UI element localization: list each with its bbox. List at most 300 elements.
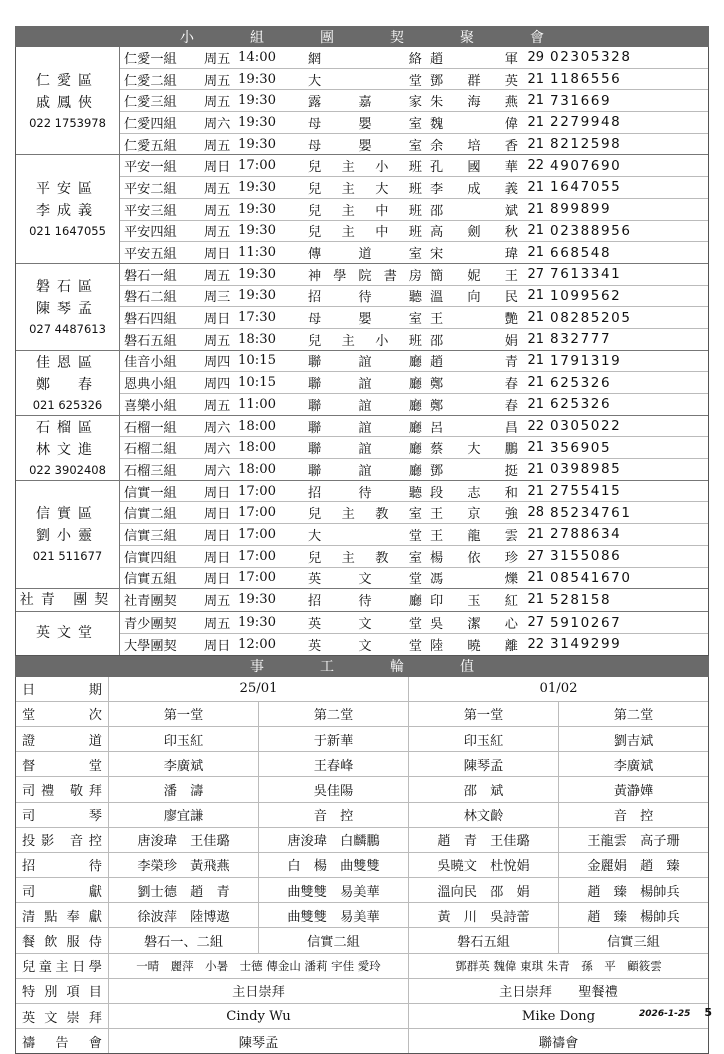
group-code: 899899 <box>550 201 612 218</box>
group-place: 招待聽 <box>308 290 422 306</box>
group-place: 露嘉家 <box>308 95 422 111</box>
group-place: 聯誼廳 <box>308 355 422 371</box>
group-rows <box>120 612 708 654</box>
group-count: 21 <box>527 570 544 586</box>
duty-cell: 第一堂 <box>408 702 558 726</box>
region-leader: 戚鳳俠 <box>36 94 99 111</box>
banner-char: 聚 <box>460 29 474 46</box>
groups-table <box>15 47 709 656</box>
duty-row <box>16 927 708 952</box>
group-time: 11:30 <box>238 245 277 261</box>
group-count: 21 <box>527 331 544 347</box>
region-label <box>16 155 120 262</box>
group-name: 平安一組 <box>124 160 177 176</box>
group-rows <box>120 155 708 262</box>
duty-cells <box>108 954 708 978</box>
group-day: 周五 <box>204 51 231 67</box>
group-name: 磐石四組 <box>124 312 177 328</box>
group-leader: 呂昌 <box>430 420 518 436</box>
group-leader: 高劍秋 <box>430 225 518 241</box>
group-leader: 蔡大鵬 <box>430 442 518 458</box>
region-phone: 021 625326 <box>32 397 103 412</box>
duty-banner <box>15 656 709 677</box>
duty-row <box>16 827 708 852</box>
duty-label: 清點奉獻 <box>22 909 102 925</box>
region-label <box>16 351 120 415</box>
group-row <box>120 176 708 198</box>
duty-cells <box>108 828 708 852</box>
group-code: 02388956 <box>550 222 632 239</box>
group-day: 周五 <box>204 203 231 219</box>
group-time: 17:00 <box>238 570 277 586</box>
group-day: 周五 <box>204 181 231 197</box>
group-row <box>120 111 708 133</box>
duty-cell: 唐浚瑋 王佳璐 <box>108 828 258 852</box>
group-leader: 余培香 <box>430 138 518 154</box>
group-time: 17:00 <box>238 505 277 521</box>
duty-cell: 陳琴孟 <box>408 752 558 776</box>
duty-cell: Cindy Wu <box>108 1004 408 1028</box>
group-row <box>120 351 708 372</box>
duty-cell: 唐浚瑋 白麟鵬 <box>258 828 408 852</box>
group-count: 22 <box>527 158 544 174</box>
group-place: 母嬰室 <box>308 116 422 132</box>
duty-cell: 李榮珍 黃飛燕 <box>108 853 258 877</box>
group-day: 周五 <box>204 594 231 610</box>
group-day: 周日 <box>204 485 231 501</box>
group-count: 21 <box>527 136 544 152</box>
region-leader: 林文進 <box>36 441 99 458</box>
region-name: 信實區 <box>36 506 99 523</box>
group-code: 1186556 <box>550 71 622 88</box>
duty-cell: 印玉紅 <box>408 727 558 751</box>
group-time: 18:00 <box>238 418 277 434</box>
group-code: 625326 <box>550 396 612 413</box>
group-place: 網絡 <box>308 51 422 67</box>
region-block <box>16 611 708 654</box>
group-time: 17:00 <box>238 548 277 564</box>
group-name: 仁愛五組 <box>124 138 177 154</box>
group-day: 周五 <box>204 268 231 284</box>
banner-char: 輪 <box>390 659 404 676</box>
group-row <box>120 393 708 415</box>
duty-cells <box>108 803 708 827</box>
region-phone: 022 1753978 <box>29 115 106 130</box>
group-time: 18:30 <box>238 331 277 347</box>
region-block <box>16 263 708 350</box>
group-count: 21 <box>527 93 544 109</box>
group-row <box>120 47 708 68</box>
group-count: 21 <box>527 245 544 261</box>
group-place: 母嬰室 <box>308 138 422 154</box>
duty-cell: 李廣斌 <box>108 752 258 776</box>
duty-label: 特別項目 <box>22 985 102 1001</box>
group-place: 兒主教室 <box>308 507 422 523</box>
group-leader: 邵娟 <box>430 333 518 349</box>
group-place: 兒主小班 <box>308 160 422 176</box>
group-row <box>120 612 708 633</box>
group-day: 周日 <box>204 160 231 176</box>
duty-cell: 聯禱會 <box>408 1029 708 1053</box>
group-row <box>120 241 708 263</box>
duty-label: 日期 <box>22 683 102 699</box>
group-row <box>120 306 708 328</box>
group-code: 731669 <box>550 92 612 109</box>
duty-cell: 趙 臻 楊帥兵 <box>558 878 708 902</box>
group-leader: 宋瑋 <box>430 247 518 263</box>
group-time: 19:30 <box>238 114 277 130</box>
banner-char: 團 <box>320 29 334 46</box>
duty-row <box>16 852 708 877</box>
group-time: 14:00 <box>238 49 277 65</box>
group-day: 周六 <box>204 116 231 132</box>
duty-cell: 于新華 <box>258 727 408 751</box>
group-day: 周四 <box>204 377 231 393</box>
group-day: 周日 <box>204 638 231 654</box>
group-place: 兒主小班 <box>308 333 422 349</box>
group-name: 石榴一組 <box>124 420 177 436</box>
duty-cell: 第二堂 <box>258 702 408 726</box>
duty-cell: 印玉紅 <box>108 727 258 751</box>
region-phone: 022 3902408 <box>29 462 106 477</box>
group-place: 神學院書房 <box>308 268 422 284</box>
banner-char: 會 <box>530 29 544 46</box>
group-row <box>120 633 708 655</box>
group-code: 7613341 <box>550 266 622 283</box>
group-row <box>120 285 708 307</box>
group-place: 招待聽 <box>308 485 422 501</box>
group-day: 周五 <box>204 617 231 633</box>
group-name: 佳音小組 <box>124 355 177 371</box>
duty-cells <box>108 677 708 701</box>
group-count: 21 <box>527 440 544 456</box>
group-count: 21 <box>527 592 544 608</box>
group-count: 27 <box>527 266 544 282</box>
duty-row <box>16 726 708 751</box>
group-day: 周五 <box>204 225 231 241</box>
group-leader: 王艷 <box>430 312 518 328</box>
region-name: 英文堂 <box>36 625 99 642</box>
group-day: 周日 <box>204 550 231 566</box>
region-leader: 李成義 <box>36 203 99 220</box>
duty-cell: 白 楊 曲雙雙 <box>258 853 408 877</box>
duty-cell: 金麗娟 趙 臻 <box>558 853 708 877</box>
group-count: 21 <box>527 71 544 87</box>
region-block <box>16 154 708 262</box>
group-count: 21 <box>527 114 544 130</box>
group-code: 528158 <box>550 591 612 608</box>
group-leader: 簡妮王 <box>430 268 518 284</box>
group-name: 信實三組 <box>124 528 177 544</box>
group-code: 2755415 <box>550 483 622 500</box>
duty-label: 司獻 <box>22 884 102 900</box>
group-leader: 吳潔心 <box>430 617 518 633</box>
duty-cell: 廖宜謙 <box>108 803 258 827</box>
group-code: 668548 <box>550 244 612 261</box>
group-day: 周四 <box>204 355 231 371</box>
group-row <box>120 458 708 480</box>
group-time: 17:00 <box>238 483 277 499</box>
group-day: 周六 <box>204 420 231 436</box>
region-leader: 劉小靈 <box>36 528 99 545</box>
group-count: 21 <box>527 288 544 304</box>
group-day: 周五 <box>204 138 231 154</box>
region-label <box>16 481 120 588</box>
group-place: 聯誼廳 <box>308 398 422 414</box>
group-name: 石榴二組 <box>124 442 177 458</box>
duty-cell: 溫向民 邵 娟 <box>408 878 558 902</box>
group-leader: 魏偉 <box>430 116 518 132</box>
region-name: 石榴區 <box>36 419 99 436</box>
group-code: 08285205 <box>550 309 632 326</box>
group-day: 周日 <box>204 572 231 588</box>
group-leader: 鄭春 <box>430 377 518 393</box>
duty-cell: 曲雙雙 易美華 <box>258 878 408 902</box>
group-name: 磐石五組 <box>124 333 177 349</box>
group-name: 信實五組 <box>124 572 177 588</box>
group-rows <box>120 416 708 480</box>
duty-cell: 第二堂 <box>558 702 708 726</box>
group-time: 10:15 <box>238 375 277 391</box>
region-leader: 鄭 春 <box>36 376 99 393</box>
region-phone: 021 511677 <box>32 549 103 564</box>
group-row <box>120 545 708 567</box>
duty-row <box>16 802 708 827</box>
group-leader: 朱海燕 <box>430 95 518 111</box>
group-count: 21 <box>527 223 544 239</box>
group-code: 8212598 <box>550 136 622 153</box>
duty-row <box>16 1003 708 1028</box>
duty-row <box>16 776 708 801</box>
group-place: 兒主教室 <box>308 550 422 566</box>
duty-row <box>16 978 708 1003</box>
group-place: 聯誼廳 <box>308 463 422 479</box>
region-block <box>16 350 708 415</box>
region-block <box>16 415 708 480</box>
duty-cell: 林文齡 <box>408 803 558 827</box>
group-day: 周日 <box>204 528 231 544</box>
duty-cell: 王春峰 <box>258 752 408 776</box>
duty-cell: 磐石一、二組 <box>108 928 258 952</box>
region-name: 仁愛區 <box>36 72 99 89</box>
region-name: 平安區 <box>36 181 99 198</box>
group-rows <box>120 589 708 611</box>
group-name: 喜樂小組 <box>124 398 177 414</box>
region-phone: 027 4487613 <box>29 321 106 336</box>
duty-cell: 音 控 <box>258 803 408 827</box>
group-place: 兒主中班 <box>308 225 422 241</box>
group-code: 2788634 <box>550 526 622 543</box>
duty-label: 餐飲服侍 <box>22 935 102 951</box>
duty-label: 證道 <box>22 733 102 749</box>
group-day: 周日 <box>204 247 231 263</box>
group-place: 聯誼廳 <box>308 377 422 393</box>
group-name: 信實四組 <box>124 550 177 566</box>
group-leader: 陸曉離 <box>430 638 518 654</box>
group-rows <box>120 47 708 154</box>
group-code: 356905 <box>550 439 612 456</box>
group-name: 石榴三組 <box>124 463 177 479</box>
page-number: 5 <box>704 1006 712 1019</box>
banner-char: 事 <box>250 659 264 676</box>
region-label <box>16 264 120 350</box>
group-row <box>120 523 708 545</box>
duty-cell: 曲雙雙 易美華 <box>258 903 408 927</box>
group-leader: 楊依珍 <box>430 550 518 566</box>
group-row <box>120 501 708 523</box>
banner-char: 值 <box>460 659 474 676</box>
duty-cell: 吳佳陽 <box>258 777 408 801</box>
duty-cells <box>108 928 708 952</box>
group-day: 周五 <box>204 95 231 111</box>
group-code: 0398985 <box>550 461 622 478</box>
page-footer <box>639 1006 712 1019</box>
footer-date: 2026-1-25 <box>639 1009 691 1019</box>
region-block <box>16 480 708 588</box>
group-row <box>120 68 708 90</box>
duty-row <box>16 877 708 902</box>
group-code: 4907690 <box>550 157 622 174</box>
group-code: 1099562 <box>550 287 622 304</box>
group-count: 29 <box>527 49 544 65</box>
group-time: 18:00 <box>238 440 277 456</box>
group-row <box>120 481 708 502</box>
group-row <box>120 436 708 458</box>
duty-cell: 徐波萍 陸博遨 <box>108 903 258 927</box>
group-name: 社青團契 <box>124 594 177 610</box>
group-code: 832777 <box>550 331 612 348</box>
group-leader: 鄭春 <box>430 398 518 414</box>
group-name: 平安二組 <box>124 181 177 197</box>
duty-cell: 黃 川 吳詩蕾 <box>408 903 558 927</box>
group-time: 19:30 <box>238 288 277 304</box>
group-code: 625326 <box>550 374 612 391</box>
group-place: 招待廳 <box>308 594 422 610</box>
group-row <box>120 589 708 610</box>
group-count: 27 <box>527 548 544 564</box>
group-row <box>120 371 708 393</box>
duty-cell: 主日崇拜 聖餐禮 <box>408 979 708 1003</box>
duty-cell: 劉吉斌 <box>558 727 708 751</box>
duty-cell: 一晴 麗萍 小暑 士德 傳金山 潘莉 宇佳 愛玲 <box>108 954 408 978</box>
group-code: 08541670 <box>550 569 632 586</box>
region-label <box>16 416 120 480</box>
group-time: 19:30 <box>238 266 277 282</box>
duty-cells <box>108 853 708 877</box>
group-place: 聯誼廳 <box>308 442 422 458</box>
group-time: 17:00 <box>238 158 277 174</box>
group-name: 磐石二組 <box>124 290 177 306</box>
group-code: 1791319 <box>550 352 622 369</box>
duty-cell: 第一堂 <box>108 702 258 726</box>
group-time: 17:00 <box>238 526 277 542</box>
group-time: 19:30 <box>238 592 277 608</box>
group-time: 19:30 <box>238 71 277 87</box>
group-place: 聯誼廳 <box>308 420 422 436</box>
duty-cells <box>108 727 708 751</box>
group-day: 周日 <box>204 312 231 328</box>
group-name: 信實二組 <box>124 507 177 523</box>
group-place: 母嬰室 <box>308 312 422 328</box>
group-row <box>120 89 708 111</box>
duty-cell: 音 控 <box>558 803 708 827</box>
region-name: 佳恩區 <box>36 354 99 371</box>
banner-char: 組 <box>250 29 264 46</box>
group-name: 仁愛四組 <box>124 116 177 132</box>
region-phone: 021 1647055 <box>29 224 106 239</box>
duty-cell: 趙 青 王佳璐 <box>408 828 558 852</box>
group-code: 2279948 <box>550 114 622 131</box>
group-time: 19:30 <box>238 223 277 239</box>
group-rows <box>120 264 708 350</box>
group-leader: 王京強 <box>430 507 518 523</box>
duty-row <box>16 953 708 978</box>
group-count: 21 <box>527 461 544 477</box>
group-row <box>120 567 708 589</box>
group-code: 3149299 <box>550 636 622 653</box>
group-day: 周五 <box>204 333 231 349</box>
group-leader: 段志和 <box>430 485 518 501</box>
group-count: 28 <box>527 505 544 521</box>
duty-label: 司禮 敬拜 <box>22 783 102 799</box>
duty-cell: 信實三組 <box>558 928 708 952</box>
duty-date: 25/01 <box>108 677 408 701</box>
group-day: 周五 <box>204 73 231 89</box>
duty-cells <box>108 1029 708 1053</box>
duty-cell: 信實二組 <box>258 928 408 952</box>
group-leader: 印玉紅 <box>430 594 518 610</box>
duty-label: 督堂 <box>22 758 102 774</box>
group-row <box>120 328 708 350</box>
group-rows <box>120 481 708 588</box>
group-count: 27 <box>527 615 544 631</box>
duty-cell: 吳曉文 杜悅娟 <box>408 853 558 877</box>
group-code: 3155086 <box>550 548 622 565</box>
duty-cell: 邵 斌 <box>408 777 558 801</box>
duty-label: 堂次 <box>22 708 102 724</box>
duty-cell: 黃瀞嬅 <box>558 777 708 801</box>
group-place: 大堂 <box>308 73 422 89</box>
group-day: 周六 <box>204 442 231 458</box>
group-day: 周日 <box>204 507 231 523</box>
group-leader: 孔國華 <box>430 160 518 176</box>
group-count: 21 <box>527 375 544 391</box>
duty-label: 司琴 <box>22 809 102 825</box>
group-leader: 溫向民 <box>430 290 518 306</box>
duty-label: 兒童主日學 <box>22 960 102 976</box>
group-name: 仁愛一組 <box>124 51 177 67</box>
region-label <box>16 612 120 654</box>
duty-cell: 潘 濤 <box>108 777 258 801</box>
region-label <box>16 589 120 611</box>
group-code: 0305022 <box>550 418 622 435</box>
groups-banner <box>15 26 709 47</box>
group-day: 周五 <box>204 398 231 414</box>
group-place: 英文堂 <box>308 572 422 588</box>
group-day: 周三 <box>204 290 231 306</box>
group-leader: 王龍雲 <box>430 528 518 544</box>
group-time: 17:30 <box>238 310 277 326</box>
group-count: 21 <box>527 396 544 412</box>
group-row <box>120 198 708 220</box>
duty-cell: 鄧群英 魏偉 東琪 朱青 孫 平 顧筱雲 <box>408 954 708 978</box>
group-name: 平安三組 <box>124 203 177 219</box>
duty-cell: 磐石五組 <box>408 928 558 952</box>
region-block <box>16 588 708 611</box>
group-place: 傳道室 <box>308 247 422 263</box>
group-time: 19:30 <box>238 201 277 217</box>
duty-label: 禱告會 <box>22 1035 102 1051</box>
